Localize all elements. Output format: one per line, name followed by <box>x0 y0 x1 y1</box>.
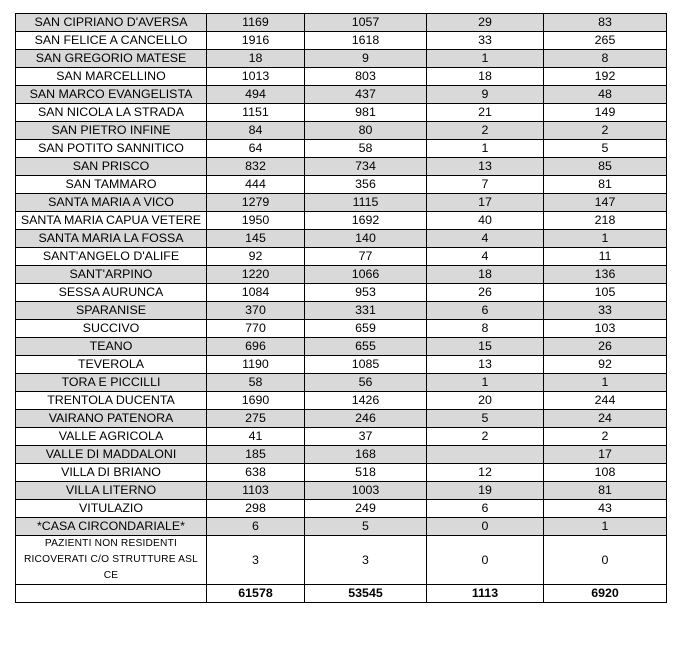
value-cell-4: 265 <box>544 32 667 50</box>
value-cell-2: 246 <box>305 410 427 428</box>
value-cell-3: 1 <box>427 50 544 68</box>
table-row <box>16 14 667 32</box>
table-row <box>16 410 667 428</box>
value-cell-3: 0 <box>427 518 544 536</box>
value-cell-4: 81 <box>544 482 667 500</box>
municipality-cell: VALLE AGRICOLA <box>16 428 207 446</box>
table-body <box>16 14 667 603</box>
value-cell-1: 1151 <box>207 104 305 122</box>
municipality-cell: SAN CIPRIANO D'AVERSA <box>16 14 207 32</box>
table-row <box>16 356 667 374</box>
value-cell-4: 105 <box>544 284 667 302</box>
table-row <box>16 50 667 68</box>
value-cell-1: 1084 <box>207 284 305 302</box>
table-row <box>16 32 667 50</box>
value-cell-2: 9 <box>305 50 427 68</box>
value-cell-4: 103 <box>544 320 667 338</box>
municipality-cell: SANT'ANGELO D'ALIFE <box>16 248 207 266</box>
value-cell-1: 1169 <box>207 14 305 32</box>
value-cell-2: 953 <box>305 284 427 302</box>
value-cell-2: 655 <box>305 338 427 356</box>
table-row <box>16 302 667 320</box>
value-cell-3: 2 <box>427 428 544 446</box>
value-cell-2: 77 <box>305 248 427 266</box>
value-cell-3: 13 <box>427 356 544 374</box>
value-cell-4: 8 <box>544 50 667 68</box>
value-cell-2: 249 <box>305 500 427 518</box>
value-cell-3: 18 <box>427 266 544 284</box>
municipality-cell: SAN PIETRO INFINE <box>16 122 207 140</box>
value-cell-1: 1950 <box>207 212 305 230</box>
value-cell-4: 1 <box>544 518 667 536</box>
value-cell-3: 29 <box>427 14 544 32</box>
value-cell-3: 4 <box>427 248 544 266</box>
value-cell-3: 9 <box>427 86 544 104</box>
municipality-cell: SUCCIVO <box>16 320 207 338</box>
municipality-cell: SANTA MARIA LA FOSSA <box>16 230 207 248</box>
table-row <box>16 68 667 86</box>
municipality-cell: VILLA LITERNO <box>16 482 207 500</box>
value-cell-2: 140 <box>305 230 427 248</box>
value-cell-1: 1916 <box>207 32 305 50</box>
value-cell-2: 1426 <box>305 392 427 410</box>
table-row <box>16 104 667 122</box>
value-cell-4: 33 <box>544 302 667 320</box>
value-cell-2: 331 <box>305 302 427 320</box>
value-cell-1: 64 <box>207 140 305 158</box>
value-cell-1: 3 <box>207 536 305 585</box>
municipality-cell: SESSA AURUNCA <box>16 284 207 302</box>
table-row <box>16 284 667 302</box>
value-cell-4: 24 <box>544 410 667 428</box>
value-cell-3: 4 <box>427 230 544 248</box>
municipality-cell: VILLA DI BRIANO <box>16 464 207 482</box>
municipality-cell: VAIRANO PATENORA <box>16 410 207 428</box>
value-cell-1: 298 <box>207 500 305 518</box>
table-row <box>16 122 667 140</box>
value-cell-4: 48 <box>544 86 667 104</box>
value-cell-3: 8 <box>427 320 544 338</box>
value-cell-3: 33 <box>427 32 544 50</box>
municipality-cell: TRENTOLA DUCENTA <box>16 392 207 410</box>
totals-row <box>16 585 667 603</box>
table-row <box>16 482 667 500</box>
municipality-cell: TEANO <box>16 338 207 356</box>
value-cell-1: 275 <box>207 410 305 428</box>
value-cell-1: 444 <box>207 176 305 194</box>
value-cell-2: 37 <box>305 428 427 446</box>
table-row <box>16 446 667 464</box>
value-cell-3: 18 <box>427 68 544 86</box>
value-cell-1: 770 <box>207 320 305 338</box>
value-cell-4: 218 <box>544 212 667 230</box>
municipality-cell: TEVEROLA <box>16 356 207 374</box>
value-cell-2: 803 <box>305 68 427 86</box>
value-cell-1: 1690 <box>207 392 305 410</box>
value-cell-4: 149 <box>544 104 667 122</box>
municipality-cell: TORA E PICCILLI <box>16 374 207 392</box>
value-cell-3: 1 <box>427 374 544 392</box>
value-cell-1: 61578 <box>207 585 305 603</box>
value-cell-3: 6 <box>427 500 544 518</box>
table-row <box>16 338 667 356</box>
value-cell-3: 26 <box>427 284 544 302</box>
table-row <box>16 158 667 176</box>
value-cell-3 <box>427 446 544 464</box>
table-row <box>16 392 667 410</box>
municipality-cell: VALLE DI MADDALONI <box>16 446 207 464</box>
municipality-cell <box>16 585 207 603</box>
value-cell-3: 15 <box>427 338 544 356</box>
value-cell-2: 58 <box>305 140 427 158</box>
value-cell-3: 40 <box>427 212 544 230</box>
value-cell-4: 26 <box>544 338 667 356</box>
value-cell-2: 1057 <box>305 14 427 32</box>
municipality-cell: SAN TAMMARO <box>16 176 207 194</box>
municipality-data-table <box>15 13 667 603</box>
table-row <box>16 230 667 248</box>
value-cell-4: 1 <box>544 374 667 392</box>
value-cell-4: 43 <box>544 500 667 518</box>
value-cell-2: 3 <box>305 536 427 585</box>
municipality-cell: SAN PRISCO <box>16 158 207 176</box>
value-cell-4: 11 <box>544 248 667 266</box>
table-row <box>16 140 667 158</box>
value-cell-3: 0 <box>427 536 544 585</box>
value-cell-3: 20 <box>427 392 544 410</box>
municipality-cell: SAN MARCO EVANGELISTA <box>16 86 207 104</box>
value-cell-3: 5 <box>427 410 544 428</box>
municipality-cell: SANTA MARIA CAPUA VETERE <box>16 212 207 230</box>
municipality-cell: SAN GREGORIO MATESE <box>16 50 207 68</box>
value-cell-4: 5 <box>544 140 667 158</box>
value-cell-4: 147 <box>544 194 667 212</box>
value-cell-2: 80 <box>305 122 427 140</box>
municipality-cell: SAN POTITO SANNITICO <box>16 140 207 158</box>
value-cell-4: 81 <box>544 176 667 194</box>
table-row <box>16 176 667 194</box>
table-row <box>16 428 667 446</box>
value-cell-3: 13 <box>427 158 544 176</box>
value-cell-4: 0 <box>544 536 667 585</box>
municipality-cell: SANT'ARPINO <box>16 266 207 284</box>
value-cell-4: 192 <box>544 68 667 86</box>
value-cell-3: 19 <box>427 482 544 500</box>
value-cell-4: 136 <box>544 266 667 284</box>
value-cell-3: 7 <box>427 176 544 194</box>
value-cell-1: 41 <box>207 428 305 446</box>
value-cell-2: 1618 <box>305 32 427 50</box>
municipality-cell: SAN MARCELLINO <box>16 68 207 86</box>
value-cell-3: 17 <box>427 194 544 212</box>
value-cell-2: 1115 <box>305 194 427 212</box>
value-cell-4: 6920 <box>544 585 667 603</box>
value-cell-1: 1220 <box>207 266 305 284</box>
value-cell-1: 84 <box>207 122 305 140</box>
value-cell-2: 5 <box>305 518 427 536</box>
value-cell-1: 145 <box>207 230 305 248</box>
value-cell-1: 1103 <box>207 482 305 500</box>
value-cell-2: 734 <box>305 158 427 176</box>
value-cell-2: 1692 <box>305 212 427 230</box>
value-cell-2: 168 <box>305 446 427 464</box>
value-cell-1: 6 <box>207 518 305 536</box>
municipality-cell: VITULAZIO <box>16 500 207 518</box>
value-cell-3: 2 <box>427 122 544 140</box>
value-cell-2: 981 <box>305 104 427 122</box>
value-cell-2: 356 <box>305 176 427 194</box>
value-cell-1: 185 <box>207 446 305 464</box>
value-cell-3: 12 <box>427 464 544 482</box>
value-cell-4: 92 <box>544 356 667 374</box>
value-cell-4: 244 <box>544 392 667 410</box>
value-cell-2: 1066 <box>305 266 427 284</box>
table-row <box>16 248 667 266</box>
value-cell-1: 1190 <box>207 356 305 374</box>
value-cell-1: 1279 <box>207 194 305 212</box>
value-cell-4: 2 <box>544 428 667 446</box>
value-cell-2: 56 <box>305 374 427 392</box>
value-cell-3: 1113 <box>427 585 544 603</box>
value-cell-2: 659 <box>305 320 427 338</box>
value-cell-2: 518 <box>305 464 427 482</box>
note-row <box>16 536 667 585</box>
table-row <box>16 212 667 230</box>
table-row <box>16 86 667 104</box>
value-cell-2: 437 <box>305 86 427 104</box>
value-cell-4: 2 <box>544 122 667 140</box>
table-row <box>16 518 667 536</box>
value-cell-2: 1085 <box>305 356 427 374</box>
table-row <box>16 194 667 212</box>
value-cell-1: 696 <box>207 338 305 356</box>
value-cell-3: 6 <box>427 302 544 320</box>
value-cell-1: 92 <box>207 248 305 266</box>
municipality-cell: SANTA MARIA A VICO <box>16 194 207 212</box>
table-row <box>16 320 667 338</box>
value-cell-1: 832 <box>207 158 305 176</box>
value-cell-1: 638 <box>207 464 305 482</box>
value-cell-1: 58 <box>207 374 305 392</box>
municipality-cell: PAZIENTI NON RESIDENTI RICOVERATI C/O STRUTTURE ASL CE <box>16 536 207 585</box>
value-cell-2: 1003 <box>305 482 427 500</box>
value-cell-3: 1 <box>427 140 544 158</box>
value-cell-4: 1 <box>544 230 667 248</box>
municipality-cell: *CASA CIRCONDARIALE* <box>16 518 207 536</box>
value-cell-1: 1013 <box>207 68 305 86</box>
value-cell-4: 17 <box>544 446 667 464</box>
value-cell-2: 53545 <box>305 585 427 603</box>
table-row <box>16 500 667 518</box>
table-row <box>16 464 667 482</box>
municipality-cell: SAN FELICE A CANCELLO <box>16 32 207 50</box>
value-cell-4: 108 <box>544 464 667 482</box>
table-row <box>16 374 667 392</box>
value-cell-1: 494 <box>207 86 305 104</box>
value-cell-3: 21 <box>427 104 544 122</box>
municipality-cell: SAN NICOLA LA STRADA <box>16 104 207 122</box>
value-cell-4: 83 <box>544 14 667 32</box>
value-cell-1: 370 <box>207 302 305 320</box>
value-cell-1: 18 <box>207 50 305 68</box>
municipality-cell: SPARANISE <box>16 302 207 320</box>
table-row <box>16 266 667 284</box>
value-cell-4: 85 <box>544 158 667 176</box>
